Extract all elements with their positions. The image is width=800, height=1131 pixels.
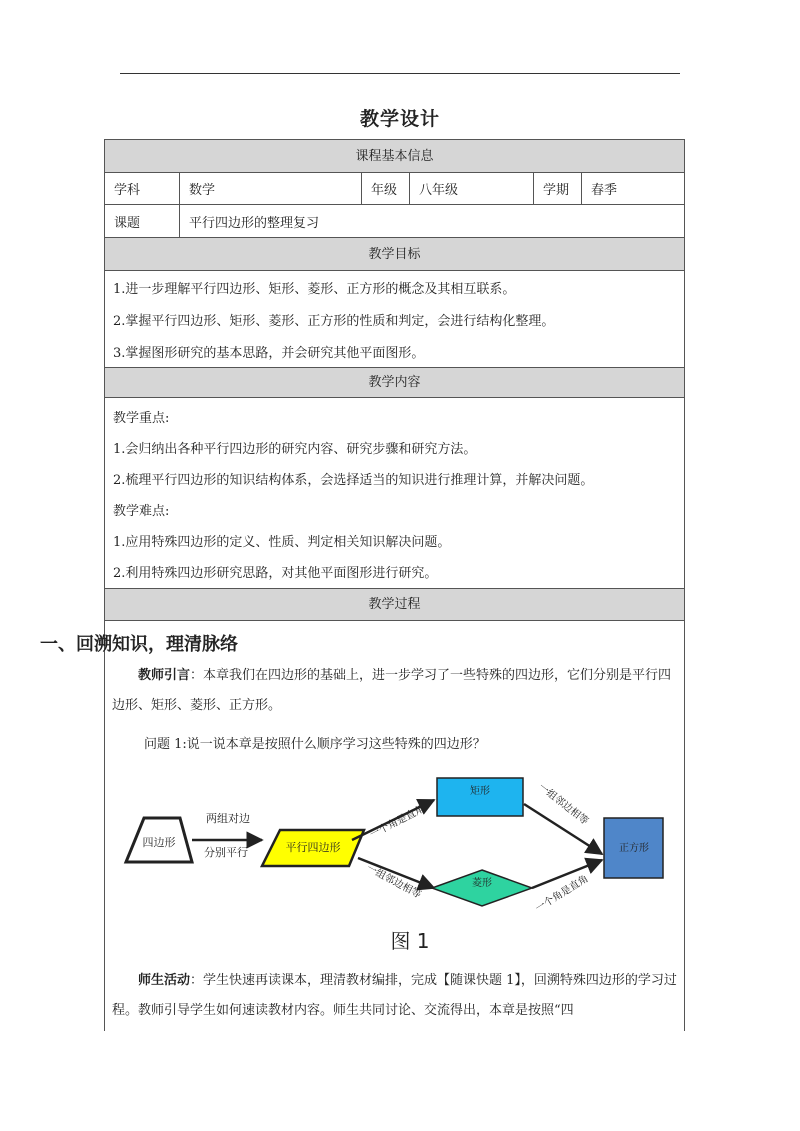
header-rule bbox=[120, 73, 680, 74]
section-header-goals: 教学目标 bbox=[105, 238, 684, 271]
square-label: 正方形 bbox=[619, 843, 649, 854]
section-title: 一、回溯知识，理清脉络 bbox=[40, 634, 238, 655]
activity-label: 师生活动 bbox=[138, 973, 191, 988]
term-value: 春季 bbox=[581, 173, 684, 204]
arrow-rectangle-to-square bbox=[524, 804, 602, 854]
section-header-process: 教学过程 bbox=[105, 589, 684, 621]
topic-row bbox=[105, 205, 684, 238]
goal-item: 3.掌握图形研究的基本思路，并会研究其他平面图形。 bbox=[113, 346, 425, 361]
rectangle-label: 矩形 bbox=[470, 786, 490, 797]
key-points-label: 教学重点: bbox=[113, 411, 170, 426]
section-header-basic: 课程基本信息 bbox=[105, 140, 684, 173]
basic-info-row bbox=[105, 173, 684, 205]
quadrilateral-label: 四边形 bbox=[142, 836, 176, 849]
edge-label-right-angle-2: 一个角是直角 bbox=[533, 873, 591, 915]
rectangle-shape bbox=[437, 778, 523, 816]
question-1: 问题 1:说一说本章是按照什么顺序学习这些特殊的四边形？ bbox=[144, 737, 486, 752]
edge-label-bottom: 分别平行 bbox=[204, 846, 248, 859]
section-header-content: 教学内容 bbox=[105, 368, 684, 398]
goal-item: 1.进一步理解平行四边形、矩形、菱形、正方形的概念及其相互联系。 bbox=[113, 282, 516, 297]
teacher-intro bbox=[112, 661, 678, 721]
topic-label: 课题 bbox=[114, 215, 141, 231]
intro-text: ：本章我们在四边形的基础上，进一步学习了一些特殊的四边形，它们分别是平行四边形、矩形、菱形、正方形。 bbox=[112, 668, 672, 713]
page-title: 教学设计 bbox=[359, 108, 440, 130]
goal-item: 2.掌握平行四边形、矩形、菱形、正方形的性质和判定，会进行结构化整理。 bbox=[113, 314, 555, 329]
key-point-item: 1.会归纳出各种平行四边形的研究内容、研究步骤和研究方法。 bbox=[113, 442, 477, 457]
figure-caption: 图 1 bbox=[390, 929, 430, 953]
grade-label: 年级 bbox=[361, 173, 409, 204]
content-body bbox=[105, 398, 684, 589]
goals-body bbox=[105, 271, 684, 368]
edge-label-top: 两组对边 bbox=[206, 812, 250, 825]
difficulty-label: 教学难点: bbox=[113, 504, 170, 519]
edge-label-right-angle: 一个角是直角 bbox=[368, 803, 427, 841]
difficulty-item: 1.应用特殊四边形的定义、性质、判定相关知识解决问题。 bbox=[113, 535, 451, 550]
edge-label-adjacent-sides-2: 一组邻边相等 bbox=[536, 781, 591, 828]
subject-value: 数学 bbox=[179, 173, 361, 204]
intro-label: 教师引言 bbox=[138, 668, 191, 683]
activity-text: ：学生快速再读课本，理清教材编排，完成【随课快题 1】，回溯特殊四边形的学习过程。教师引导学生如何速读教材内容。师生共同讨论、交流得出，本章是按照“四 bbox=[112, 973, 677, 1018]
parallelogram-label: 平行四边形 bbox=[285, 841, 341, 854]
subject-label: 学科 bbox=[114, 183, 141, 198]
edge-label-adjacent-sides: 一组邻边相等 bbox=[364, 862, 423, 901]
teacher-student-activity bbox=[112, 966, 678, 1026]
grade-value: 八年级 bbox=[409, 173, 533, 204]
difficulty-item: 2.利用特殊四边形研究思路，对其他平面图形进行研究。 bbox=[113, 566, 438, 581]
term-label: 学期 bbox=[533, 173, 581, 204]
rhombus-label: 菱形 bbox=[472, 878, 492, 889]
key-point-item: 2.梳理平行四边形的知识结构体系，会选择适当的知识进行推理计算，并解决问题。 bbox=[113, 473, 594, 488]
topic-value: 平行四边形的整理复习 bbox=[179, 205, 684, 237]
